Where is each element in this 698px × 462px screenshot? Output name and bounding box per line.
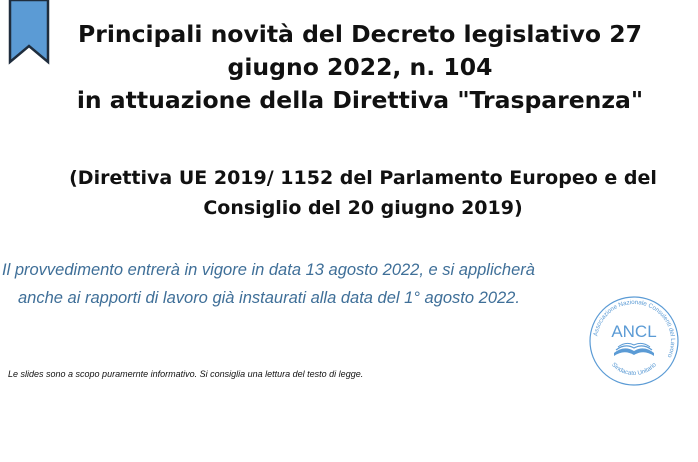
body-paragraph	[2, 256, 642, 312]
disclaimer-note: Le slides sono a scopo puramernte informativo. Si consiglia una lettura del testo di legge.	[8, 369, 364, 379]
logo-bottom-text: Sindacato Unitario	[610, 361, 658, 378]
open-book-icon	[614, 343, 654, 356]
body-line-2: anche ai rapporti di lavoro già instaurati alla data del 1° agosto 2022.	[18, 289, 520, 307]
title-line-3: in attuazione della Direttiva "Trasparenza"	[76, 86, 644, 114]
slide-title	[40, 18, 680, 117]
body-line-1: Il provvedimento entrerà in vigore in data 13 agosto 2022, e si applicherà	[2, 261, 535, 279]
ancl-logo	[588, 295, 680, 387]
subtitle-line-1: (Direttiva UE 2019/ 1152 del Parlamento Europeo e del	[69, 167, 657, 189]
logo-ring-text: Associazione Nazionale Consulenti del Lavoro	[592, 298, 677, 359]
slide-subtitle	[40, 163, 686, 223]
logo-name: ANCL	[611, 322, 657, 341]
title-line-1: Principali novità del Decreto legislativo 27	[78, 20, 642, 48]
title-line-2: giugno 2022, n. 104	[227, 53, 493, 81]
subtitle-line-2: Consiglio del 20 giugno 2019)	[203, 197, 523, 219]
